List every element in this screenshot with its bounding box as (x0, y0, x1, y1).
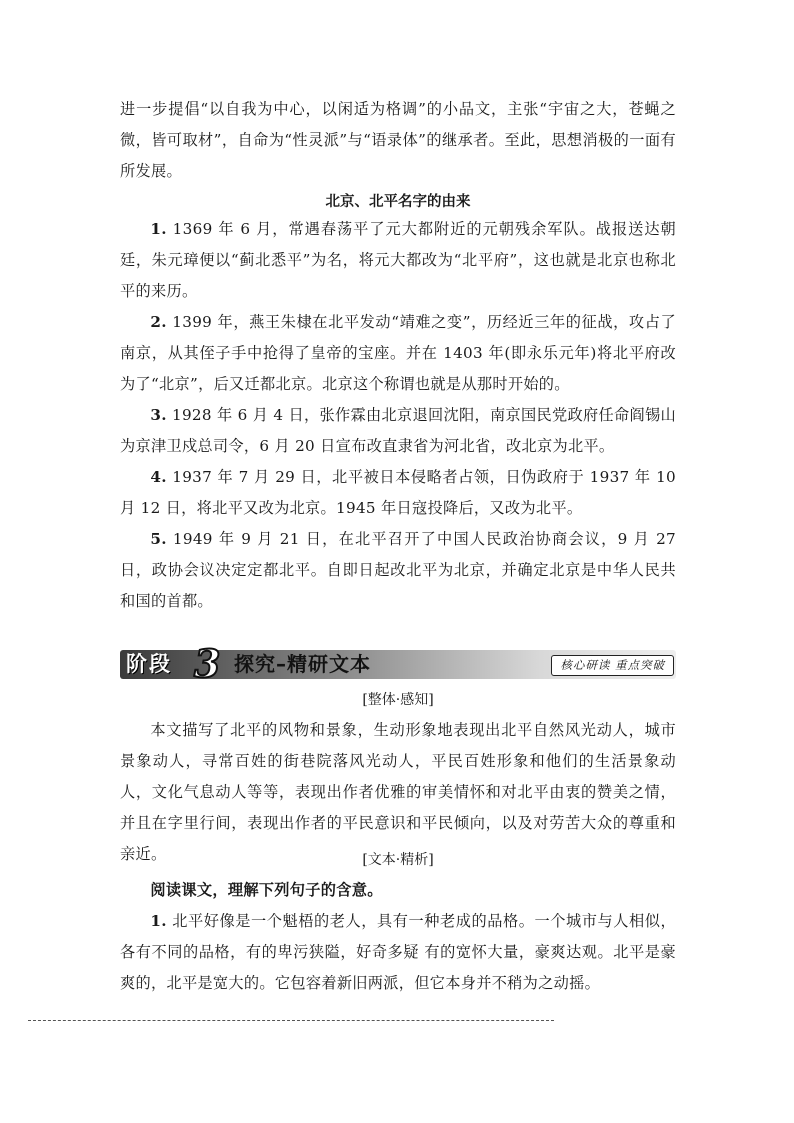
origin-item-number: 1. (150, 220, 167, 238)
origin-item-number: 5. (150, 530, 167, 548)
analysis-item-text: 北平好像是一个魁梧的老人，具有一种老成的品格。一个城市与人相似，各有不同的品格，有的卑污狭隘，好奇多疑 有的宽怀大量，豪爽达观。北平是豪爽的，北平是宽大的。它包容着新旧两派，但它本身并不稍为之动摇。 (120, 912, 676, 992)
analysis-task: 阅读课文，理解下列句子的含意。 (150, 881, 383, 899)
origin-item-text: 1928 年 6 月 4 日，张作霖由北京退回沈阳，南京国民党政府任命阎锡山为京津卫戍总司令，6 月 20 日宣布改直隶省为河北省，改北京为北平。 (120, 406, 676, 455)
intro-paragraph: 进一步提倡“以自我为中心，以闲适为格调”的小品文，主张“宇宙之大，苍蝇之微，皆可取材”，自命为“性灵派”与“语录体”的继承者。至此，思想消极的一面有所发展。 (120, 100, 676, 180)
stage-label: 阶段 (126, 652, 172, 676)
origin-item-1 (120, 214, 676, 307)
overview-paragraph: 本文描写了北平的风物和景象，生动形象地表现出北平自然风光动人，城市景象动人，寻常百姓的街巷院落风光动人，平民百姓形象和他们的生活景象动人，文化气息动人等等，表现出作者优雅的审美情怀和对北平由衷的赞美之情，并且在字里行间，表现出作者的平民意识和平民倾向，以及对劳苦大众的尊重和亲近。 (120, 721, 676, 863)
origin-item-number: 3. (150, 406, 167, 424)
analysis-item-number: 1. (150, 912, 167, 930)
analysis-item-1 (120, 906, 676, 999)
stage-number: 3 (194, 641, 221, 686)
origin-item-2 (120, 307, 676, 400)
overview-section (120, 688, 676, 870)
origin-item-text: 1937 年 7 月 29 日，北平被日本侵略者占领，日伪政府于 1937 年 10 月 12 日，将北平又改为北京。1945 年日寇投降后，又改为北平。 (120, 468, 676, 517)
name-origin-heading: 北京、北平名字的由来 (325, 193, 471, 210)
origin-item-5 (120, 524, 676, 617)
name-origin-section (120, 190, 676, 617)
analysis-heading: [文本·精析] (362, 852, 434, 868)
overview-heading: [整体·感知] (362, 692, 434, 708)
origin-item-text: 1369 年 6 月，常遇春荡平了元大都附近的元朝残余军队。战报送达朝廷，朱元璋便以“蓟北悉平”为名，将元大都改为“北平府”，这也就是北京也称北平的来历。 (120, 220, 676, 300)
origin-item-text: 1399 年，燕王朱棣在北平发动“靖难之变”，历经近三年的征战，攻占了南京，从其侄子手中抢得了皇帝的宝座。并在 1403 年(即永乐元年)将北平府改为了“北京”，后又迁都北京。北京这个称谓也就是从那时开始的。 (120, 313, 676, 393)
stage-tag: 核心研读 重点突破 (551, 655, 674, 676)
stage-title: 探究–精研文本 (234, 652, 371, 676)
origin-item-4 (120, 462, 676, 524)
origin-item-text: 1949 年 9 月 21 日，在北平召开了中国人民政治协商会议，9 月 27 日，政协会议决定定都北平。自即日起改北平为北京，并确定北京是中华人民共和国的首都。 (120, 530, 676, 610)
analysis-section (120, 848, 676, 999)
dashed-divider (28, 1020, 554, 1021)
origin-item-3 (120, 400, 676, 462)
origin-item-number: 2. (150, 313, 167, 331)
stage-banner (120, 641, 676, 686)
origin-item-number: 4. (150, 468, 167, 486)
